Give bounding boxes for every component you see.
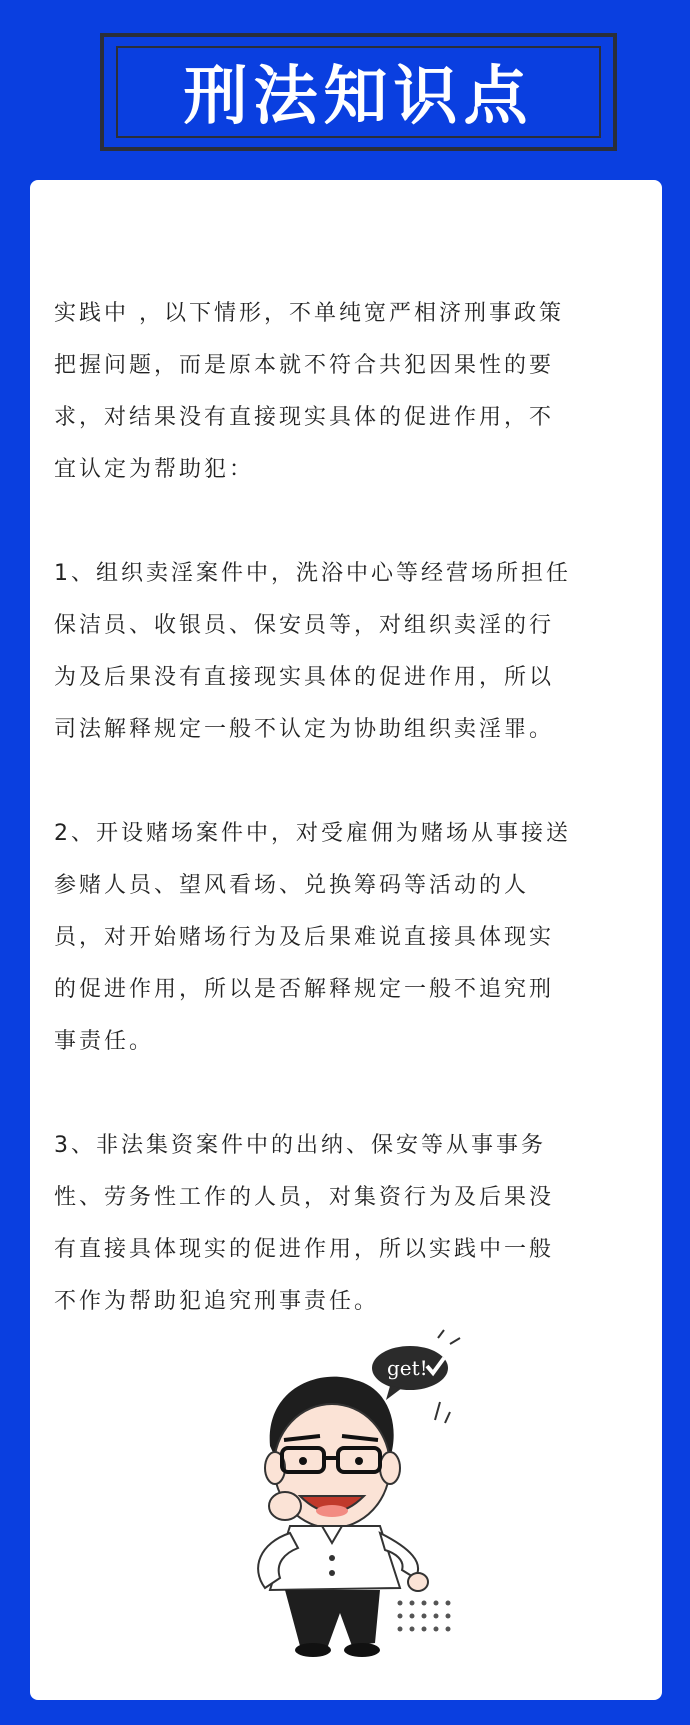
text-line: 参赌人员、望风看场、兑换筹码等活动的人 (54, 873, 530, 898)
text-line: 3、非法集资案件中的出纳、保安等从事事务 (54, 1133, 546, 1158)
right-ear (380, 1452, 400, 1484)
title-frame (100, 33, 617, 151)
hand (269, 1492, 301, 1520)
text-line: 宜认定为帮助犯： (54, 457, 255, 482)
article-body (54, 288, 654, 1380)
text-line: 2、开设赌场案件中，对受雇佣为赌场从事接送 (54, 821, 571, 846)
exclamation-marks (435, 1402, 450, 1423)
item-3-paragraph (54, 1120, 654, 1328)
text-line: 员，对开始赌场行为及后果难说直接具体现实 (54, 925, 555, 950)
intro-paragraph (54, 288, 654, 496)
dot-grid-decoration (398, 1601, 451, 1632)
text-line: 1、组织卖淫案件中，洗浴中心等经营场所担任 (54, 561, 571, 586)
text-line: 司法解释规定一般不认定为协助组织卖淫罪。 (54, 717, 555, 742)
text-line: 实践中 ，以下情形，不单纯宽严相济刑事政策 (54, 301, 564, 326)
item-2-paragraph (54, 808, 654, 1068)
text-line: 的促进作用，所以是否解释规定一般不追究刑 (54, 977, 555, 1002)
text-line: 求，对结果没有直接现实具体的促进作用，不 (54, 405, 555, 430)
spark-lines (438, 1330, 460, 1344)
speech-bubble-text: get! (387, 1356, 428, 1380)
cartoon-lawyer-illustration (240, 1328, 500, 1673)
text-line: 性、劳务性工作的人员，对集资行为及后果没 (54, 1185, 555, 1210)
text-line: 有直接具体现实的促进作用，所以实践中一般 (54, 1237, 555, 1262)
speech-bubble (372, 1346, 448, 1400)
content-card (30, 180, 662, 1700)
page-title: 刑法知识点 (183, 60, 534, 134)
item-1-paragraph (54, 548, 654, 756)
text-line: 事责任。 (54, 1029, 155, 1054)
text-line: 为及后果没有直接现实具体的促进作用，所以 (54, 665, 555, 690)
text-line: 把握问题，而是原本就不符合共犯因果性的要 (54, 353, 555, 378)
text-line: 不作为帮助犯追究刑事责任。 (54, 1289, 380, 1314)
trousers (285, 1590, 380, 1646)
text-line: 保洁员、收银员、保安员等，对组织卖淫的行 (54, 613, 555, 638)
